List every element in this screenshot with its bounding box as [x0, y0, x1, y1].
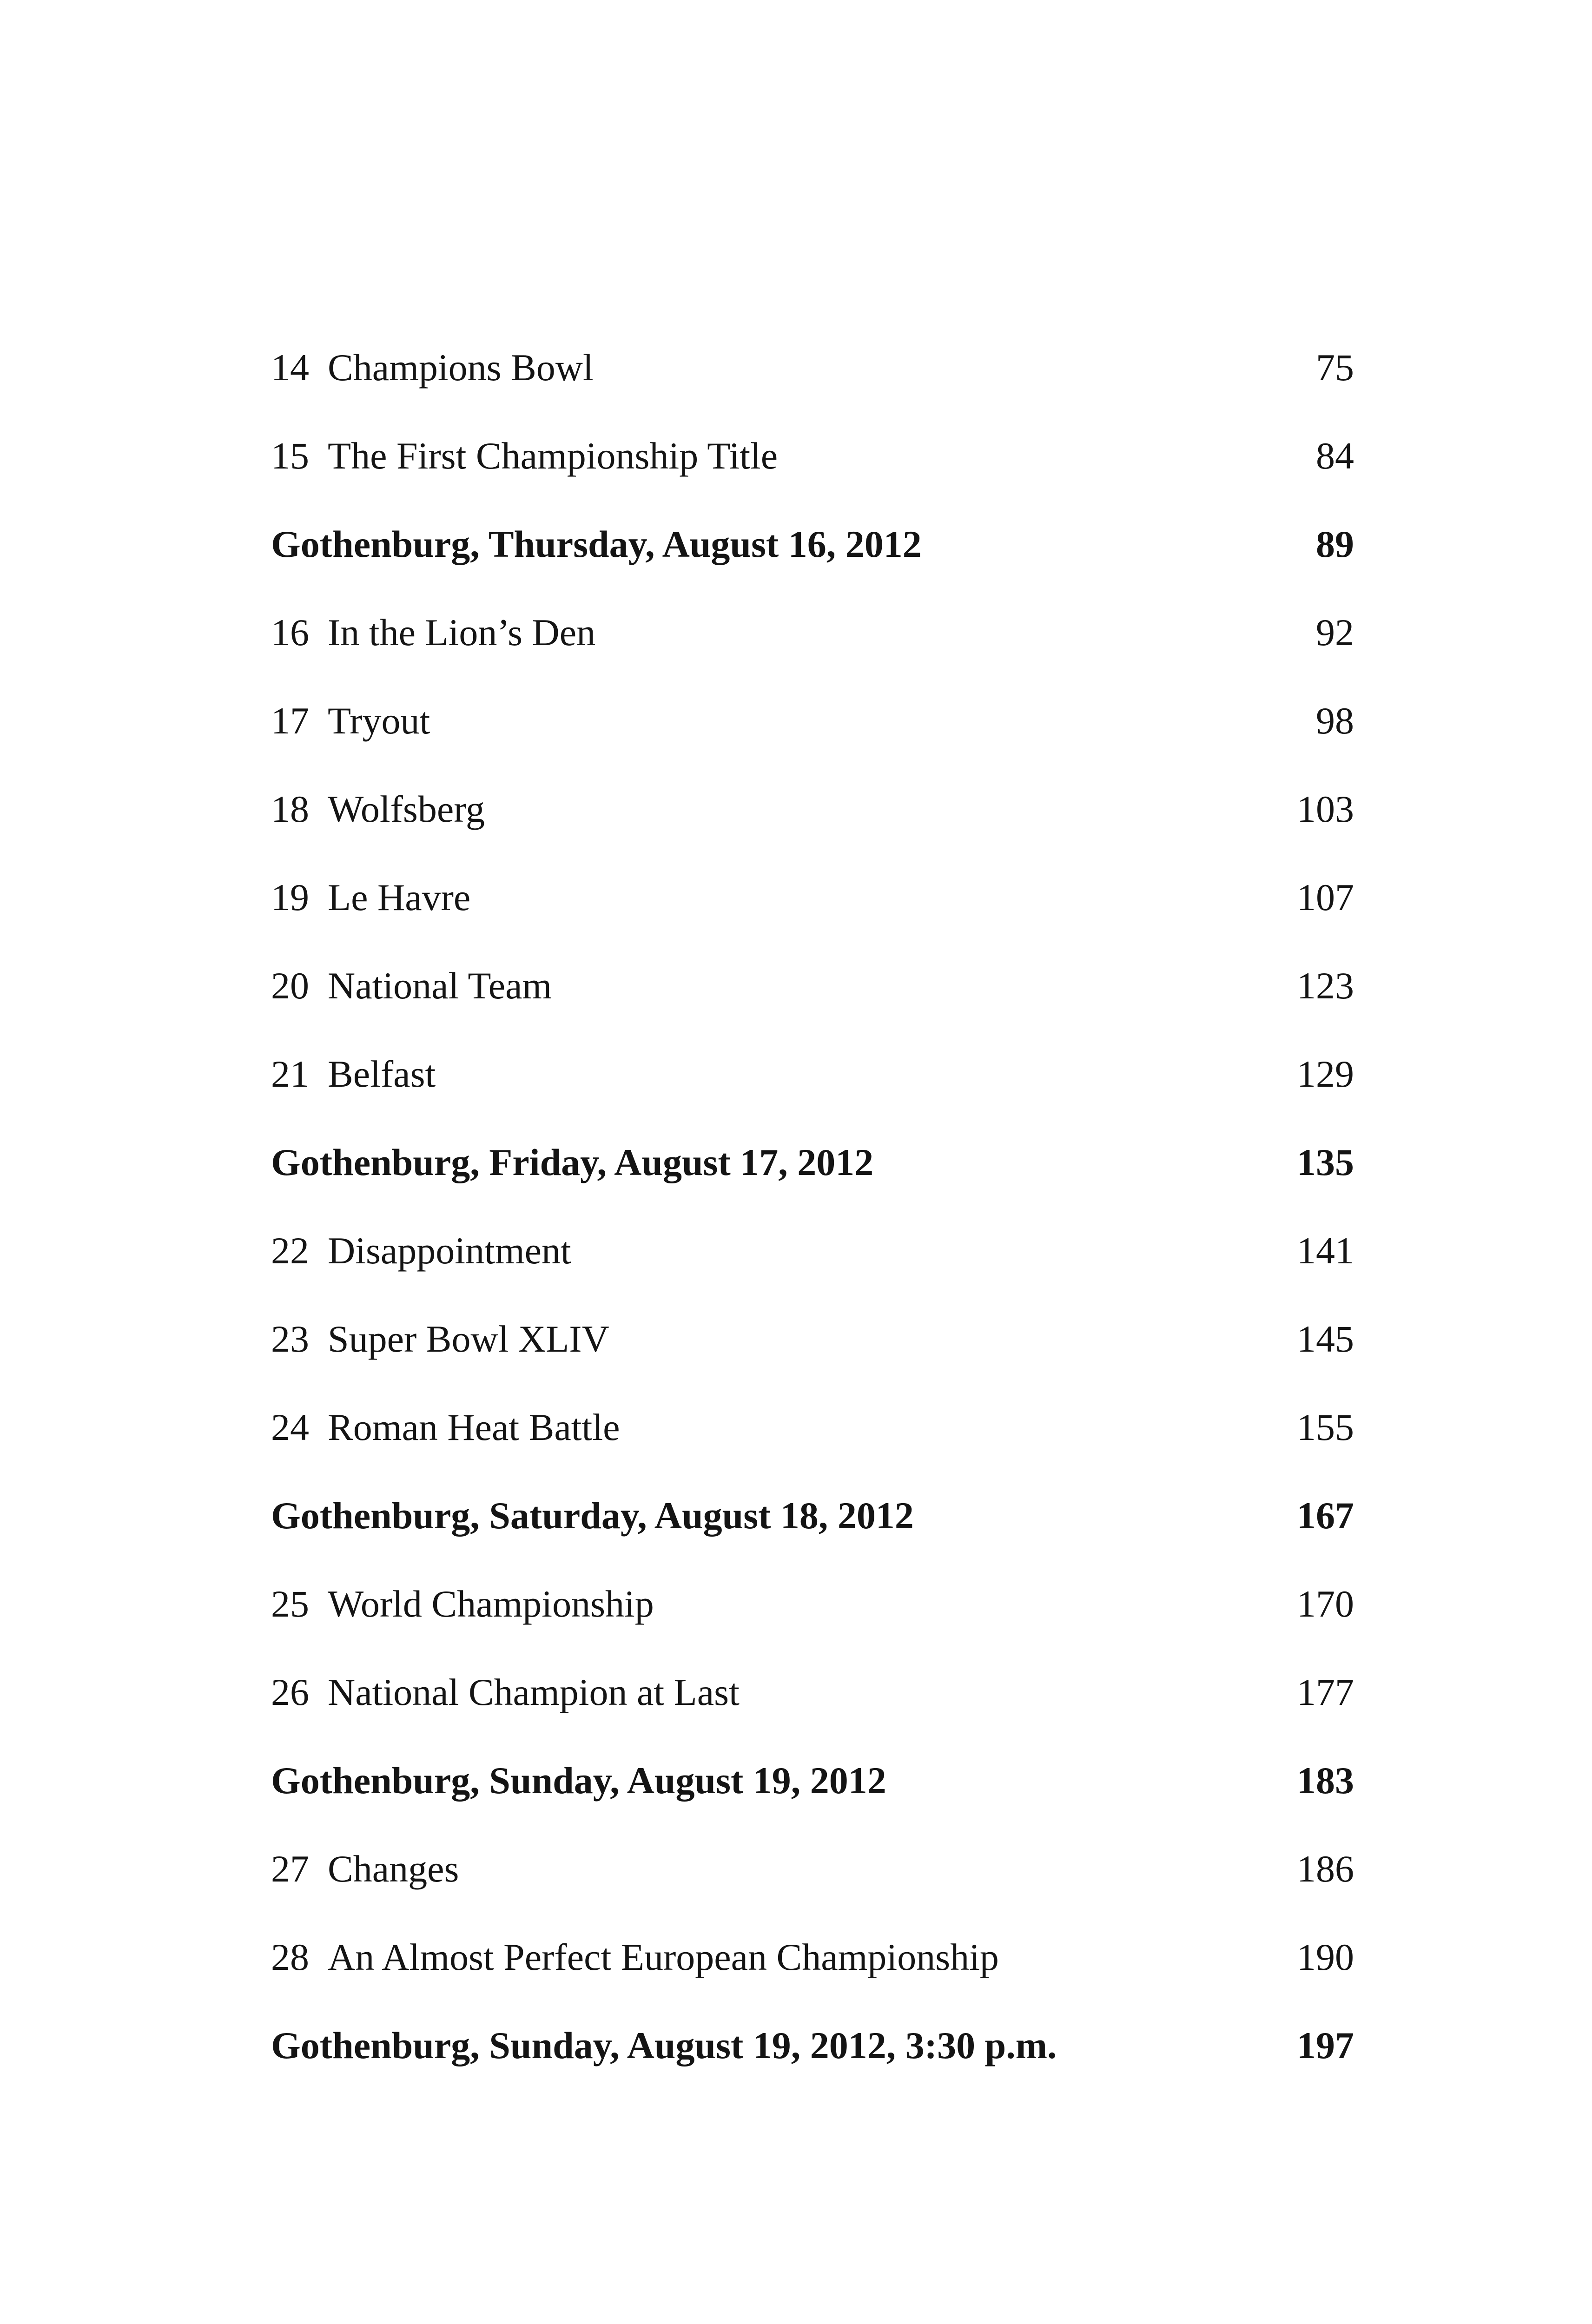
- chapter-title: Roman Heat Battle: [328, 1406, 620, 1448]
- section-title: Gothenburg, Friday, August 17, 2012: [271, 1141, 874, 1183]
- page-number: 107: [1297, 876, 1354, 918]
- page-number: 141: [1297, 1229, 1354, 1272]
- chapter-number: 14: [271, 346, 309, 389]
- toc-section-entry: [271, 1118, 1354, 1207]
- page-number: 155: [1297, 1406, 1354, 1448]
- chapter-title: Champions Bowl: [328, 346, 594, 389]
- chapter-title: An Almost Perfect European Championship: [328, 1936, 999, 1978]
- toc-section-entry: [271, 1472, 1354, 1560]
- toc-entry: [271, 1207, 1354, 1295]
- section-title: Gothenburg, Thursday, August 16, 2012: [271, 523, 922, 565]
- toc-entry: [271, 765, 1354, 853]
- chapter-number: 22: [271, 1229, 309, 1272]
- page-number: 129: [1297, 1053, 1354, 1095]
- page-number: 186: [1297, 1848, 1354, 1890]
- page-number: 84: [1316, 435, 1354, 477]
- toc-entry: [271, 324, 1354, 412]
- page-number: 89: [1316, 523, 1354, 565]
- page-number: 75: [1316, 346, 1354, 389]
- chapter-number: 27: [271, 1848, 309, 1890]
- toc-entry: [271, 1030, 1354, 1118]
- section-title: Gothenburg, Sunday, August 19, 2012, 3:30 p.m.: [271, 2024, 1057, 2067]
- toc-section-entry: [271, 500, 1354, 588]
- page-number: 167: [1297, 1494, 1354, 1537]
- toc-entry: [271, 677, 1354, 765]
- chapter-title: Belfast: [328, 1053, 436, 1095]
- chapter-title: Disappointment: [328, 1229, 571, 1272]
- page-number: 98: [1316, 700, 1354, 742]
- chapter-title: The First Championship Title: [328, 435, 778, 477]
- chapter-title: Tryout: [328, 700, 430, 742]
- page-number: 183: [1297, 1759, 1354, 1802]
- page-number: 123: [1297, 964, 1354, 1007]
- chapter-title: National Team: [328, 964, 552, 1007]
- chapter-title: Wolfsberg: [328, 788, 485, 830]
- toc-entry: [271, 1560, 1354, 1648]
- chapter-number: 18: [271, 788, 309, 830]
- chapter-title: Changes: [328, 1848, 459, 1890]
- chapter-number: 15: [271, 435, 309, 477]
- toc-section-entry: [271, 2001, 1354, 2090]
- page-number: 197: [1297, 2024, 1354, 2067]
- chapter-number: 20: [271, 964, 309, 1007]
- chapter-number: 19: [271, 876, 309, 918]
- page-number: 135: [1297, 1141, 1354, 1183]
- toc-section-entry: [271, 1736, 1354, 1825]
- chapter-number: 21: [271, 1053, 309, 1095]
- section-title: Gothenburg, Saturday, August 18, 2012: [271, 1494, 914, 1537]
- toc-entry: [271, 1648, 1354, 1736]
- chapter-number: 16: [271, 611, 309, 654]
- chapter-number: 17: [271, 700, 309, 742]
- page-number: 170: [1297, 1583, 1354, 1625]
- toc-entry: [271, 1913, 1354, 2001]
- toc-entry: [271, 942, 1354, 1030]
- chapter-number: 25: [271, 1583, 309, 1625]
- toc-entry: [271, 588, 1354, 677]
- chapter-title: National Champion at Last: [328, 1671, 740, 1713]
- page-number: 190: [1297, 1936, 1354, 1978]
- page-number: 145: [1297, 1318, 1354, 1360]
- page-number: 103: [1297, 788, 1354, 830]
- chapter-title: Le Havre: [328, 876, 471, 918]
- page-number: 92: [1316, 611, 1354, 654]
- page-number: 177: [1297, 1671, 1354, 1713]
- chapter-number: 26: [271, 1671, 309, 1713]
- toc-entry: [271, 1383, 1354, 1472]
- chapter-title: Super Bowl XLIV: [328, 1318, 609, 1360]
- toc-entry: [271, 412, 1354, 500]
- chapter-number: 23: [271, 1318, 309, 1360]
- chapter-title: World Championship: [328, 1583, 654, 1625]
- toc-entry: [271, 853, 1354, 942]
- toc-entry: [271, 1295, 1354, 1383]
- section-title: Gothenburg, Sunday, August 19, 2012: [271, 1759, 886, 1802]
- chapter-title: In the Lion’s Den: [328, 611, 596, 654]
- chapter-number: 28: [271, 1936, 309, 1978]
- chapter-number: 24: [271, 1406, 309, 1448]
- toc-entry: [271, 1825, 1354, 1913]
- table-of-contents: [271, 324, 1354, 2090]
